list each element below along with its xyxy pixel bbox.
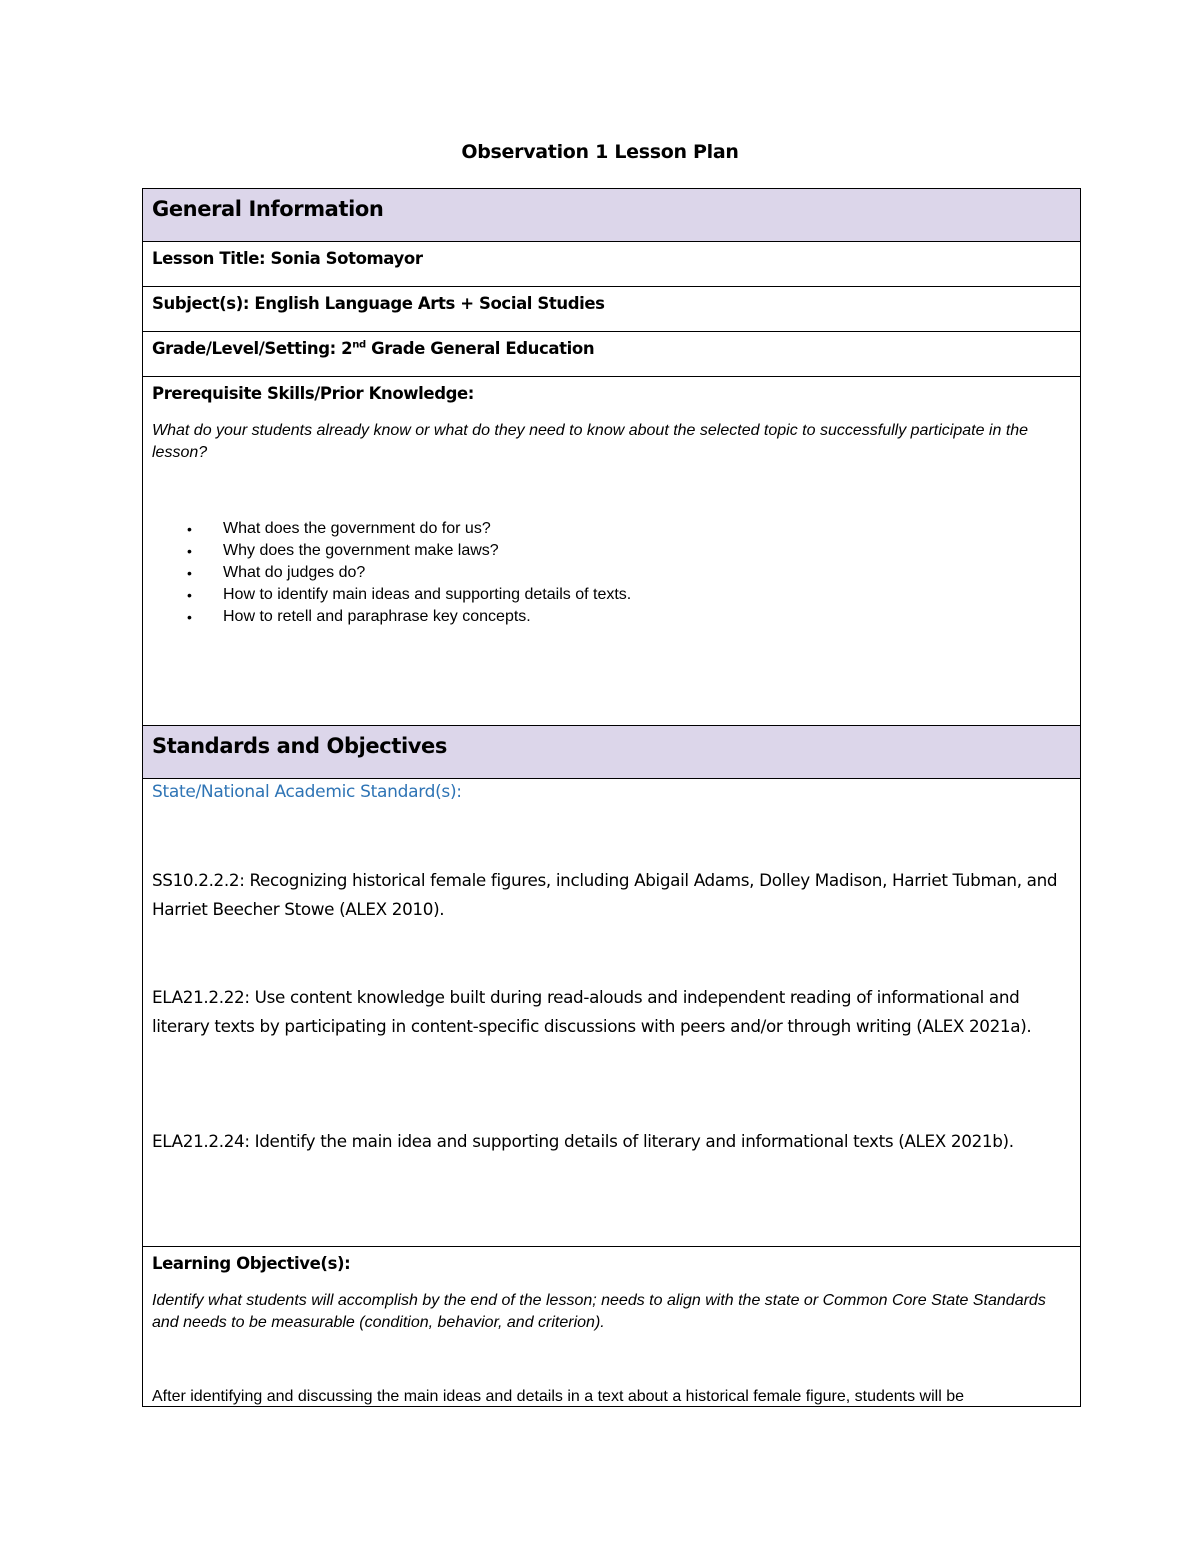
list-item: • How to identify main ideas and supporting details of texts.	[143, 584, 631, 606]
list-item: • Why does the government make laws?	[143, 540, 631, 562]
subjects-row	[143, 287, 1080, 332]
standard-ss10: SS10.2.2.2: Recognizing historical female figures, including Abigail Adams, Dolley Madison, Harriet Tubman, and Harriet Beecher Stowe (ALEX 2010).	[152, 870, 1058, 919]
general-information-header-row	[143, 189, 1080, 242]
standards-objectives-header-row	[143, 726, 1080, 779]
objectives-prompt: Identify what students will accomplish by the end of the lesson; needs to align with the state or Common Core State Standards and needs to be measurable (condition, behavior, and criterion).	[152, 1292, 1046, 1331]
standard-ela22: ELA21.2.22: Use content knowledge built during read-alouds and independent reading of informational and literary texts by participating in content-specific discussions with peers and/or through writing (ALEX 2021a).	[152, 987, 1032, 1036]
lesson-title-row	[143, 242, 1080, 287]
lesson-plan-table	[142, 188, 1081, 1407]
standards-label: State/National Academic Standard(s):	[152, 782, 462, 802]
general-information-heading: General Information	[152, 197, 384, 221]
grade-row	[143, 332, 1080, 377]
objective-text: After identifying and discussing the main ideas and details in a text about a historical female figure, students will be	[152, 1388, 965, 1405]
prerequisite-row	[143, 377, 1080, 726]
list-item: • What do judges do?	[143, 562, 631, 584]
objectives-label: Learning Objective(s):	[152, 1254, 351, 1273]
prerequisite-prompt: What do your students already know or what do they need to know about the selected topic to successfully participate in the lesson?	[152, 422, 1029, 461]
list-item: • What does the government do for us?	[143, 518, 631, 540]
standard-ela24: ELA21.2.24: Identify the main idea and supporting details of literary and informational texts (ALEX 2021b).	[152, 1131, 1014, 1151]
grade-prefix: Grade/Level/Setting: 2	[152, 339, 353, 358]
lesson-title: Lesson Title: Sonia Sotomayor	[152, 249, 423, 268]
learning-objectives-row	[143, 1247, 1080, 1407]
grade-level-setting	[152, 339, 594, 358]
document-title: Observation 1 Lesson Plan	[461, 141, 739, 163]
list-item: • How to retell and paraphrase key concepts.	[143, 606, 631, 628]
prerequisite-list	[143, 518, 631, 628]
standards-objectives-heading: Standards and Objectives	[152, 734, 447, 758]
prerequisite-label: Prerequisite Skills/Prior Knowledge:	[152, 384, 475, 403]
grade-superscript: nd	[352, 339, 366, 351]
grade-suffix: Grade General Education	[365, 339, 595, 358]
subjects: Subject(s): English Language Arts + Social Studies	[152, 294, 605, 313]
standards-row	[143, 779, 1080, 1247]
